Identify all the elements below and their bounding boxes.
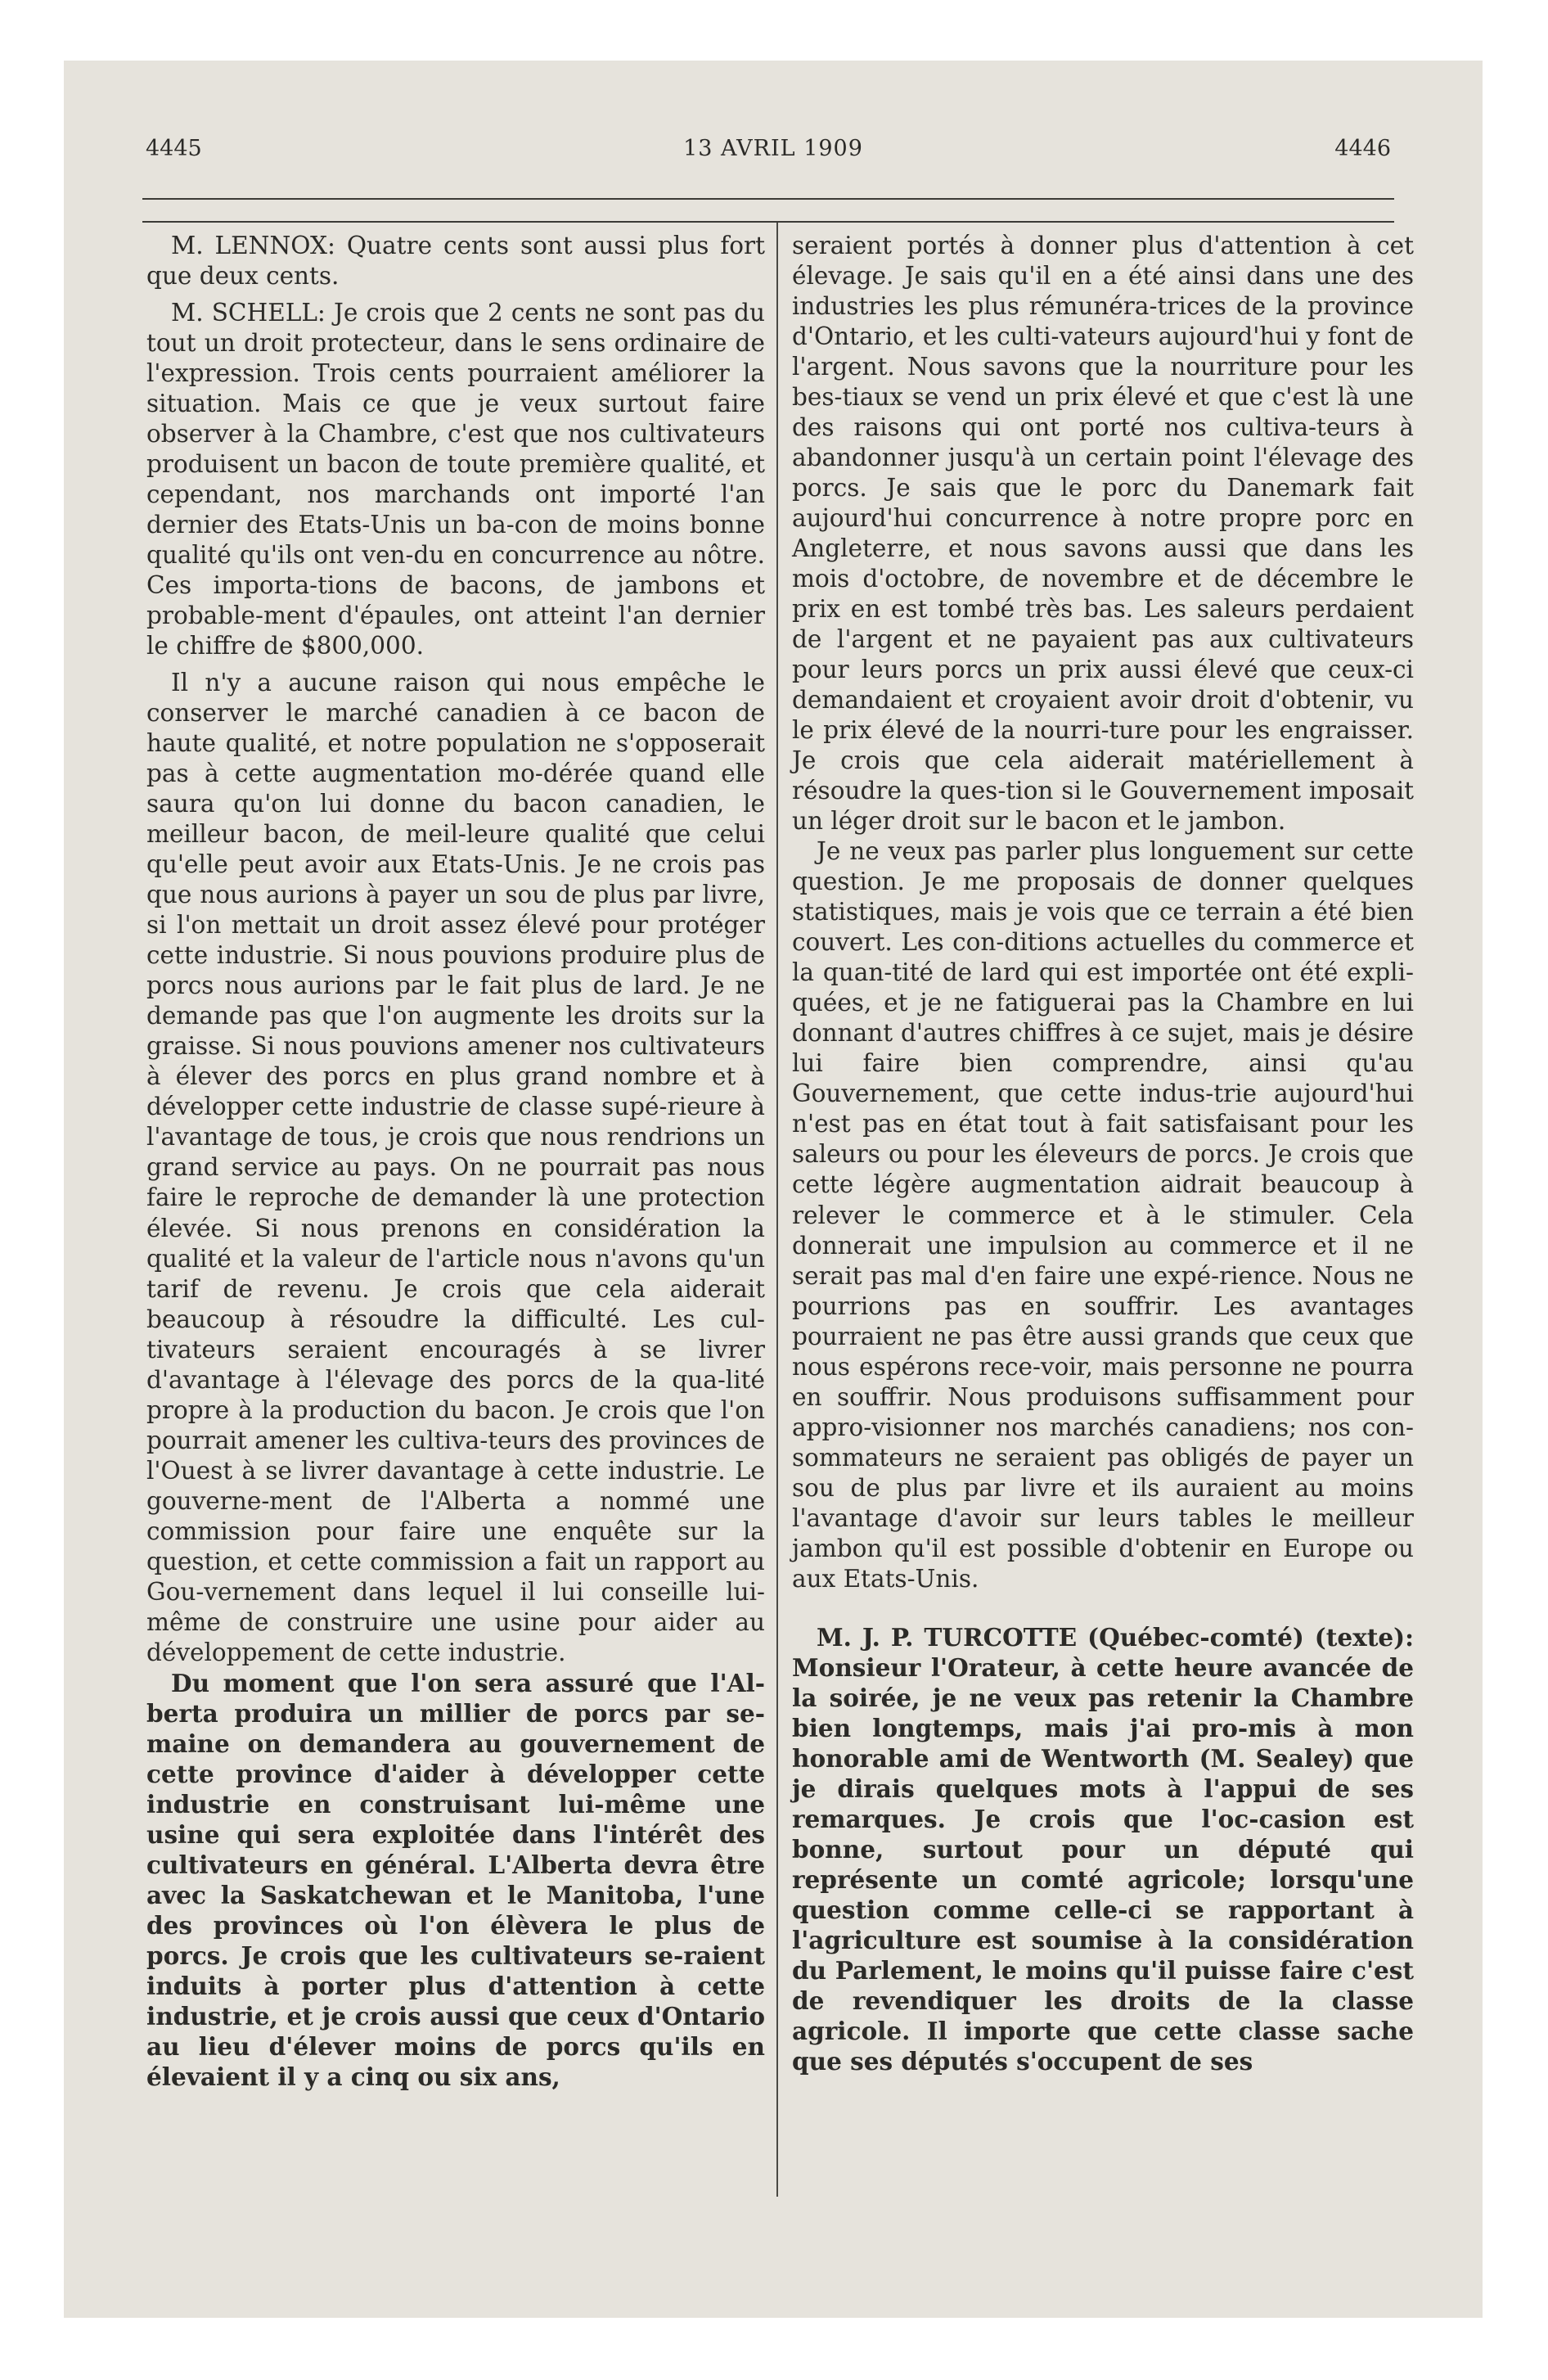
right-page-number: 4446 (1334, 136, 1391, 161)
paragraph-schell: M. SCHELL: Je crois que 2 cents ne sont pas du tout un droit protecteur, dans le sens ordinaire de l'expression. Trois cents pourraient améliorer la situation. Mais ce que je veux surtout faire observer à la Chambre, c'est que nos cultivateurs produisent un bacon de toute première qualité, et cependant, nos marchands ont importé l'an dernier des Etats-Unis un ba-con de moins bonne qualité qu'ils ont ven-du en concurrence au nôtre. Ces importa-tions de bacons, de jambons et probable-ment d'épaules, ont atteint l'an dernier le chiffre de $800,000. (146, 299, 765, 660)
right-column (792, 231, 1414, 2076)
document-page (64, 61, 1483, 2318)
paragraph: Il n'y a aucune raison qui nous empêche le conserver le marché canadien à ce bacon de haute qualité, et notre population ne s'opposerait pas à cette augmentation mo-dérée quand elle saura qu'on lui donne du bacon canadien, le meilleur bacon, de meil-leure qualité que celui qu'elle peut avoir aux Etats-Unis. Je ne crois pas que nous aurions à payer un sou de plus par livre, si l'on mettait un droit assez élevé pour protéger cette industrie. Si nous pouvions produire plus de porcs nous aurions par le fait plus de lard. Je ne demande pas que l'on augmente les droits sur la graisse. Si nous pouvions amener nos cultivateurs à élever des porcs en plus grand nombre et à développer cette industrie de classe supé-rieure à l'avantage de tous, je crois que nous rendrions un grand service au pays. On ne pourrait pas nous faire le reproche de demander là une protection élevée. Si nous prenons en considération la qualité et la valeur de l'article nous n'avons qu'un tarif de revenu. Je crois que cela aiderait beaucoup à résoudre la difficulté. Les cul-tivateurs seraient encouragés à se livrer d'avantage à l'élevage des porcs de la qua-lité propre à la production du bacon. Je crois que l'on pourrait amener les cultiva-teurs des provinces de l'Ouest à se livrer davantage à cette industrie. Le gouverne-ment de l'Alberta a nommé une commission pour faire une enquête sur la question, et cette commission a fait un rapport au Gou-vernement dans lequel il lui conseille lui-même de construire une usine pour aider au développement de cette industrie. (146, 669, 765, 1666)
column-divider (776, 223, 778, 2197)
paragraph: Je ne veux pas parler plus longuement sur cette question. Je me proposais de donner quelques statistiques, mais je vois que ce terrain a été bien couvert. Les con-ditions actuelles du commerce et la quan-tité de lard qui est importée ont été expli-quées, et je ne fatiguerai pas la Chambre en lui donnant d'autres chiffres à ce sujet, mais je désire lui faire bien comprendre, ainsi qu'au Gouvernement, que cette indus-trie aujourd'hui n'est pas en état tout à fait satisfaisant pour les saleurs ou pour les éleveurs de porcs. Je crois que cette légère augmentation aidrait beaucoup à relever le commerce et à le stimuler. Cela donnerait une impulsion au commerce et il ne serait pas mal d'en faire une expé-rience. Nous ne pourrions pas en souffrir. Les avantages pourraient ne pas être aussi grands que ceux que nous espérons rece-voir, mais personne ne pourra en souffrir. Nous produisons suffisamment pour appro-visionner nos marchés canadiens; nos con-sommateurs ne seraient pas obligés de payer un sou de plus par livre et ils auraient au moins l'avantage d'avoir sur leurs tables le meilleur jambon qu'il est possible d'obtenir en Europe ou aux Etats-Unis. (792, 837, 1414, 1593)
paragraph: seraient portés à donner plus d'attention à cet élevage. Je sais qu'il en a été ainsi dans une des industries les plus rémunéra-trices de la province d'Ontario, et les culti-vateurs aujourd'hui y font de l'argent. Nous savons que la nourriture pour les bes-tiaux se vend un prix élevé et que c'est là une des raisons qui ont porté nos cultiva-teurs à abandonner jusqu'à un certain point l'élevage des porcs. Je sais que le porc du Danemark fait aujourd'hui concurrence à notre propre porc en Angleterre, et nous savons aussi que dans les mois d'octobre, de novembre et de décembre le prix en est tombé très bas. Les saleurs perdaient de l'argent et ne payaient pas aux cultivateurs pour leurs porcs un prix aussi élevé que ceux-ci demandaient et croyaient avoir droit d'obtenir, vu le prix élevé de la nourri-ture pour les engraisser. Je crois que cela aiderait matériellement à résoudre la ques-tion si le Gouvernement imposait un léger droit sur le bacon et le jambon. (792, 232, 1414, 836)
paragraph-lennox: M. LENNOX: Quatre cents sont aussi plus fort que deux cents. (146, 232, 765, 291)
header-date: 13 AVRIL 1909 (683, 136, 863, 161)
header-rule-top (142, 198, 1394, 200)
paragraph: Du moment que l'on sera assuré que l'Al-berta produira un millier de porcs par se-maine on demandera au gouvernement de cette province d'aider à développer cette industrie en construisant lui-même une usine qui sera exploitée dans l'intérêt des cultivateurs en général. L'Alberta devra être avec la Saskatchewan et le Manitoba, l'une des provinces où l'on élèvera le plus de porcs. Je crois que les cultivateurs se-raient induits à porter plus d'attention à cette industrie, et je crois aussi que ceux d'Ontario au lieu d'élever moins de porcs qu'ils en élevaient il y a cinq ou six ans, (146, 1668, 765, 2091)
header-rule-bottom (142, 221, 1394, 223)
page-header (64, 136, 1483, 169)
left-column (146, 231, 765, 2092)
paragraph-turcotte: M. J. P. TURCOTTE (Québec-comté) (texte): Monsieur l'Orateur, à cette heure avancée de la soirée, je ne veux pas retenir la Chambre bien longtemps, mais j'ai pro-mis à mon honorable ami de Wentworth (M. Sealey) que je dirais quelques mots à l'appui de ses remarques. Je crois que l'oc-casion est bonne, surtout pour un député qui représente un comté agricole; lorsqu'une question comme celle-ci se rapportant à l'agriculture est soumise à la considération du Parlement, le moins qu'il puisse faire c'est de revendiquer les droits de la classe agricole. Il importe que cette classe sache que ses députés s'occupent de ses (792, 1622, 1414, 2076)
left-page-number: 4445 (146, 136, 202, 161)
